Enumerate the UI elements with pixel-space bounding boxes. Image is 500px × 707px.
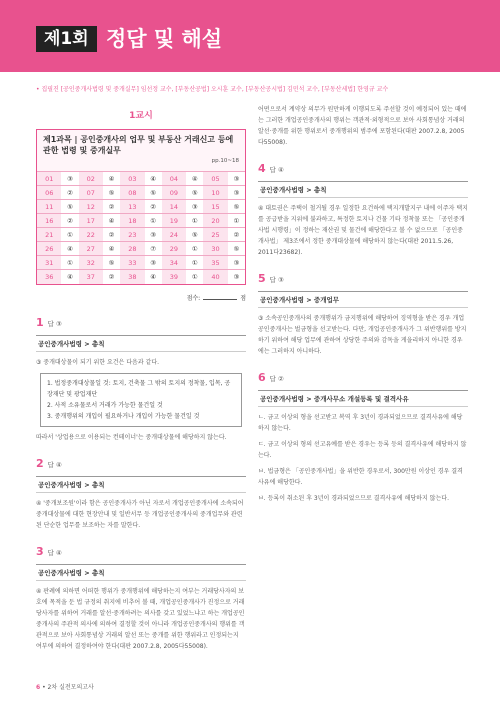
question-number: 29 <box>162 242 186 256</box>
answer-value: ① <box>186 242 203 256</box>
answer-value: ④ <box>145 270 162 284</box>
answer-value: ① <box>228 214 245 228</box>
answer-value: ① <box>186 214 203 228</box>
answer-row <box>37 270 245 284</box>
page-footer: 6 • 2차 실전모의고사 <box>36 684 94 691</box>
question-2-topic: 공인중개사법령 > 총칙 <box>36 476 246 493</box>
answer-value: ③ <box>228 270 245 284</box>
question-6-item-1: ㄴ. 금고 이상의 형을 선고받고 복역 후 3년이 경과되었으므로 결격사유에 해당하지 않는다. <box>258 414 463 432</box>
answer-value: ③ <box>186 200 203 214</box>
right-column <box>258 100 468 504</box>
question-number: 06 <box>37 186 61 200</box>
answer-value: ⑤ <box>61 200 78 214</box>
question-number: 35 <box>203 256 227 270</box>
question-3-topic: 공인중개사법령 > 총칙 <box>36 564 246 581</box>
question-1-header: 1 답 ③ <box>36 315 62 329</box>
question-3-continued: 어떤으로서 계약상 의무가 원만하게 이행되도록 주선할 것이 예정되어 있는 때에는 그러한 개업공인중개사의 행위는 객관적·외형적으로 보아 사회통념상 거래의 알선·중개를 위한 행위로서 중개행위의 범주에 포함된다(대판 2007.2.8, 2005다55008). <box>258 106 467 146</box>
question-6-item-3: ㅂ. 법금형은 「공인중개사법」을 위반한 경우로서, 300만원 이상인 경우 결격사유에 해당한다. <box>258 468 463 486</box>
answer-value: ④ <box>145 172 162 186</box>
answer-value: ⑤ <box>186 228 203 242</box>
question-1-text: ③ 중개대상물이 되기 위한 요건은 다음과 같다. <box>36 358 160 366</box>
answer-value: ① <box>61 256 78 270</box>
question-number: 25 <box>203 228 227 242</box>
answer-value: ③ <box>145 256 162 270</box>
question-number: 13 <box>120 200 144 214</box>
question-number: 23 <box>120 228 144 242</box>
question-6-header: 6 답 ② <box>258 371 284 384</box>
question-4-header: 4 답 ④ <box>258 162 284 175</box>
question-number: 18 <box>120 214 144 228</box>
score-line: 점수: 점 <box>186 294 246 302</box>
answer-value: ⑤ <box>145 186 162 200</box>
answer-value: ① <box>186 270 203 284</box>
question-number: 37 <box>79 270 103 284</box>
question-5-text: ③ 소속공인중개사의 중개행위가 금지행위에 해당하여 징역형을 받은 경우 개업공인중개사는 벌금형을 선고받는다. 다만, 개업공인중개사가 그 위반행위를 방지하기 위하여 해당 업무에 관하여 상당한 주의와 감독을 게을리하지 아니한 경우에는 그러하지 아니하다. <box>258 315 467 355</box>
question-5-topic: 공인중개사법령 > 중개업무 <box>258 291 468 308</box>
answer-value: ② <box>103 200 120 214</box>
question-number: 28 <box>120 242 144 256</box>
answer-value: ④ <box>103 172 120 186</box>
question-number: 22 <box>79 228 103 242</box>
answer-row <box>37 242 245 256</box>
question-number: 12 <box>79 200 103 214</box>
question-6-item-2: ㄷ. 금고 이상의 형의 선고유예를 받은 경우는 등록 등의 결격사유에 해당하지 않는다. <box>258 441 467 459</box>
left-column <box>36 100 246 650</box>
question-3-header: 3 답 ④ <box>36 544 62 558</box>
subject-title: 제1과목 | 공인중개사의 업무 및 부동산 거래신고 등에 관한 법령 및 중개실무 pp.10~18 <box>37 130 245 171</box>
question-1-topic: 공인중개사법령 > 총칙 <box>36 335 246 352</box>
question-2-header: 2 답 ④ <box>36 456 62 470</box>
answer-value: ③ <box>228 172 245 186</box>
question-4-text: ④ 대토권은 주택이 철거될 경우 일정한 요건하에 택지개발지구 내에 이주자 택지를 공급받을 지위에 불과하고, 특정한 토지나 건물 기타 정착물 또는 「공인중개사법 시행령」이 정하는 재산권 및 물건에 해당한다고 볼 수 없으므로 「공인중개사법」 제3조에서 정한 중개대상물에 해당하지 않는다(대판 2011.5.26, 2011다23682). <box>258 205 468 256</box>
answer-row <box>37 172 245 186</box>
answer-value: ⑦ <box>145 242 162 256</box>
question-3-text: ④ 판례에 의하면 어떠한 행위가 중개행위에 해당하는지 여부는 거래당사자의 보호에 목적을 둔 법 규정의 취지에 비추어 볼 때, 개업공인중개사가 진정으로 거래당사자를 위하여 거래를 알선·중개하려는 의사를 갖고 있었느냐고 하는 개업공인중개사의 주관적 의사에 의하여 결정할 것이 아니라 개업공인중개사의 행위를 객관적으로 보아 사회통념상 거래의 알선 또는 중개를 위한 행위라고 인정되는지 여부에 의하여 결정하여야 한다(대판 2007.2.8, 2005다55008). <box>36 587 245 650</box>
question-number: 40 <box>203 270 227 284</box>
page-title: 정답 및 해설 <box>106 27 223 51</box>
answer-value: ① <box>145 214 162 228</box>
answer-value: ⑤ <box>228 242 245 256</box>
answer-value: ② <box>61 186 78 200</box>
question-number: 08 <box>120 186 144 200</box>
question-number: 27 <box>79 242 103 256</box>
question-number: 34 <box>162 256 186 270</box>
answer-table <box>37 171 245 284</box>
question-6-topic: 공인중개사법령 > 중개사무소 개설등록 및 결격사유 <box>258 390 468 407</box>
question-number: 30 <box>203 242 227 256</box>
question-number: 16 <box>37 214 61 228</box>
question-number: 03 <box>120 172 144 186</box>
authors-line: • 집필진 [공인중개사법령 및 중개실무] 임선정 교수, [부동산공법] 오시훈 교수, [부동산공시법] 김민석 교수, [부동산세법] 한영규 교수 <box>36 86 389 93</box>
answer-value: ⑤ <box>186 186 203 200</box>
question-number: 04 <box>162 172 186 186</box>
answer-value: ② <box>103 228 120 242</box>
question-number: 20 <box>203 214 227 228</box>
answer-value: ③ <box>145 228 162 242</box>
question-1-conclusion: 따라서 '상업용으로 이용되는 컨테이너'는 중개대상물에 해당하지 않는다. <box>36 433 227 441</box>
question-number: 38 <box>120 270 144 284</box>
question-number: 21 <box>37 228 61 242</box>
question-number: 05 <box>203 172 227 186</box>
answer-row <box>37 214 245 228</box>
question-6-item-4: ㅂ. 등록이 취소된 후 3년이 경과되었으므로 결격사유에 해당하지 않는다. <box>258 495 449 502</box>
question-2-text: ④ '중개보조원'이라 함은 공인중개사가 아닌 자로서 개업공인중개사에 소속되어 중개대상물에 대한 현장안내 및 일반서무 등 개업공인중개사의 중개업무와 관련된 단순한 업무를 보조하는 자를 말한다. <box>36 499 244 529</box>
question-number: 15 <box>203 200 227 214</box>
question-number: 07 <box>79 186 103 200</box>
question-number: 36 <box>37 270 61 284</box>
question-number: 14 <box>162 200 186 214</box>
answer-value: ④ <box>61 242 78 256</box>
question-5-header: 5 답 ③ <box>258 272 284 285</box>
answer-value: ④ <box>103 214 120 228</box>
answer-row <box>37 256 245 270</box>
answer-value: ④ <box>61 270 78 284</box>
question-number: 24 <box>162 228 186 242</box>
answer-row <box>37 186 245 200</box>
question-number: 02 <box>79 172 103 186</box>
answer-value: ④ <box>103 242 120 256</box>
question-number: 11 <box>37 200 61 214</box>
answer-row <box>37 228 245 242</box>
question-number: 01 <box>37 172 61 186</box>
session-label: 1교시 <box>129 111 153 121</box>
answer-value: ④ <box>186 172 203 186</box>
question-1-box: 1. 법정중개대상물일 것: 토지, 건축물 그 밖의 토지의 정착물, 입목, 공장재단 및 광업재단 2. 사적 소유물로서 거래가 가능한 물건일 것 3. 중개행위의 개입이 필요하거나 개입이 가능한 물건일 것 <box>40 373 242 427</box>
page-header <box>0 0 500 72</box>
answer-value: ⑤ <box>103 186 120 200</box>
answer-value: ③ <box>228 256 245 270</box>
answer-value: ③ <box>228 186 245 200</box>
question-number: 17 <box>79 214 103 228</box>
question-number: 19 <box>162 214 186 228</box>
answer-value: ② <box>103 270 120 284</box>
answer-key-box <box>36 129 246 285</box>
question-number: 10 <box>203 186 227 200</box>
question-4-topic: 공인중개사법령 > 총칙 <box>258 181 468 198</box>
question-number: 09 <box>162 186 186 200</box>
answer-value: ② <box>145 200 162 214</box>
answer-value: ② <box>228 228 245 242</box>
answer-value: ② <box>61 214 78 228</box>
round-badge: 제1회 <box>36 26 97 52</box>
answer-value: ⑤ <box>228 200 245 214</box>
question-number: 26 <box>37 242 61 256</box>
answer-row <box>37 200 245 214</box>
answer-value: ① <box>186 256 203 270</box>
answer-value: ⑤ <box>103 256 120 270</box>
subject-pages: pp.10~18 <box>211 158 239 164</box>
answer-value: ① <box>61 228 78 242</box>
question-number: 33 <box>120 256 144 270</box>
answer-value: ③ <box>61 172 78 186</box>
question-number: 32 <box>79 256 103 270</box>
question-number: 39 <box>162 270 186 284</box>
question-number: 31 <box>37 256 61 270</box>
